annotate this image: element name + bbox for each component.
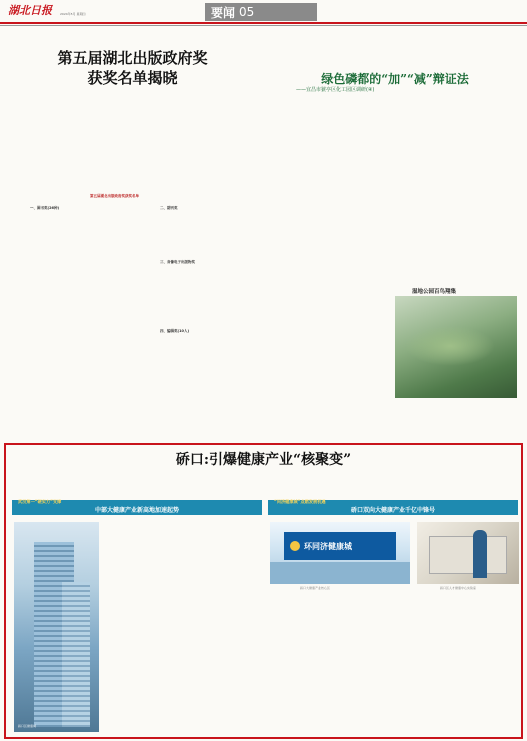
lead-headline xyxy=(10,48,255,88)
section-number: 05 xyxy=(239,5,255,19)
building-photo xyxy=(14,522,99,732)
issue-line: 2024年5月 星期四 xyxy=(60,12,86,16)
lead-headline-line2: 获奖名单揭晓 xyxy=(87,69,178,87)
park-photo-title: 湿地公园百鸟翔集 xyxy=(412,289,457,295)
company-photo-caption: 硚口大健康产业核心区 xyxy=(300,586,331,590)
masthead: 湖北日报 xyxy=(8,4,52,17)
right-banner-text: 硚口双向大健康产业千亿中锋号 xyxy=(350,507,435,514)
tower-shape-2 xyxy=(62,582,90,727)
award-list-heading: 第五届湖北出版政府奖获奖名单 xyxy=(90,194,139,198)
company-logo-icon xyxy=(290,541,300,551)
company-photo xyxy=(270,522,410,584)
left-banner-tag: 武汉第一“硬实力”支撑 xyxy=(18,499,62,504)
header-rule-thin xyxy=(0,25,527,26)
right-subheadline: ——宜昌市猇亭区化工园区调研(④) xyxy=(296,87,375,93)
right-sub-banner xyxy=(268,500,518,515)
award-list xyxy=(10,194,265,366)
section-tag xyxy=(205,3,317,21)
lab-machine-shape xyxy=(429,536,507,574)
award-subhead-av: 三、音像电子出版物奖 xyxy=(160,260,195,264)
company-photo-ground xyxy=(270,562,410,584)
right-banner-tag: “问济健康城”点燃发展机遇 xyxy=(274,499,326,504)
right-headline: 绿色磷都的“加”“减”辩证法 xyxy=(321,72,469,86)
award-subhead-journals: 二、期刊奖 xyxy=(160,206,178,210)
lab-photo xyxy=(417,522,519,584)
company-sign xyxy=(284,532,396,560)
lab-person-shape xyxy=(473,530,487,578)
company-sign-text: 环同济健康城 xyxy=(304,541,352,551)
header-rule xyxy=(0,22,527,24)
lead-headline-line1: 第五届湖北出版政府奖 xyxy=(57,49,208,67)
building-photo-caption: 硚口区健康城 xyxy=(18,724,37,728)
feature-headline: 硚口:引爆健康产业“核聚变” xyxy=(175,452,352,468)
left-sub-banner xyxy=(12,500,262,515)
lab-photo-caption: 硚口区人才健康中心实验室 xyxy=(440,586,477,590)
award-subhead-editors: 四、编辑奖(10人) xyxy=(160,329,190,333)
left-banner-text: 中部大健康产业新高地加速起势 xyxy=(94,507,179,514)
section-label: 要闻 xyxy=(211,5,236,20)
wetland-park-photo xyxy=(395,296,517,398)
award-subhead-books: 一、图书奖(26种) xyxy=(30,206,60,210)
